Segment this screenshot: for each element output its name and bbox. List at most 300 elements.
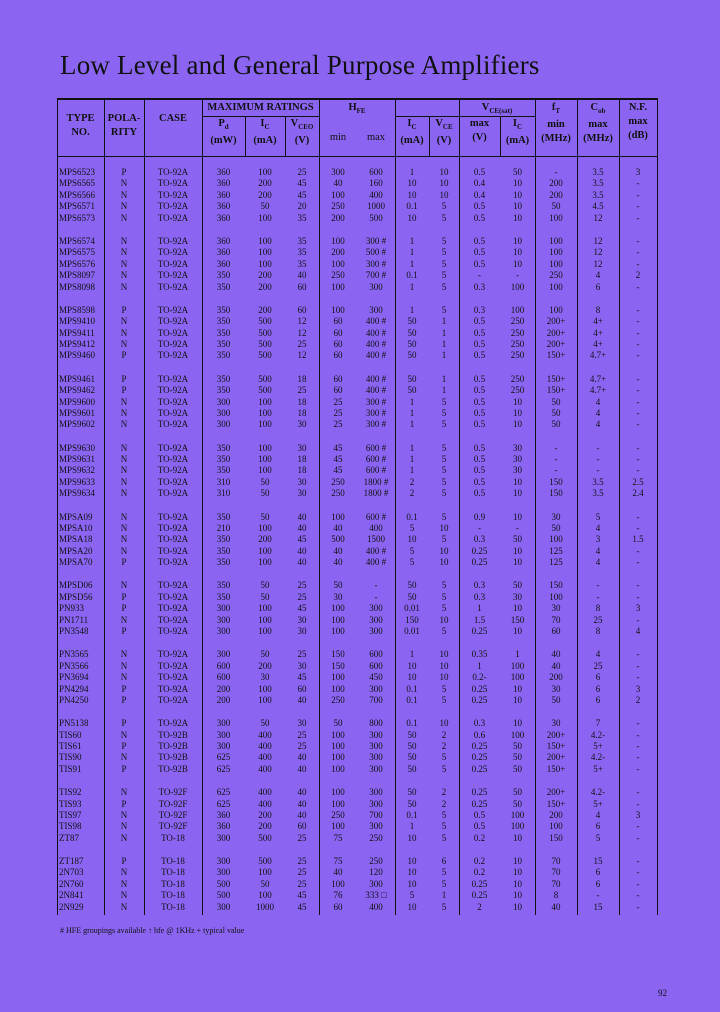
cell-polarity: N [120,660,128,671]
cell-polarity: P [121,557,127,568]
header-bottom-rule [57,156,658,157]
cell-ft-min: 150+ [546,741,566,751]
cell-vcesat-max: 0.4 [473,178,486,189]
cell-ic: 200 [258,178,272,189]
cell-vcesat-max: 0.3 [473,281,486,292]
cell-vcesat-max: 0.5 [473,316,486,327]
cell-cob-max: 4+ [593,327,603,338]
cell-vcesat-ic: 30 [513,465,522,476]
cell-ic: 100 [258,890,272,901]
cell-vcesat-ic: 250 [510,350,525,361]
cell-hfe-min: 40 [333,178,343,189]
cell-polarity: P [121,591,127,602]
cell-ft-min: 50 [551,201,561,212]
cell-cob-max: - [596,454,600,464]
cell-vcesat-max: 0.5 [473,454,486,464]
cell-hfe-vce: 5 [441,809,447,820]
cell-vcesat-max: 1 [477,603,482,614]
table-row [57,615,658,626]
cell-cob-max: 4 [595,522,601,533]
cell-cob-max: 12 [593,258,603,269]
cell-polarity: N [120,270,128,281]
cell-polarity: N [120,832,128,843]
cell-polarity: N [120,821,128,832]
cell-vceo: 30 [297,614,307,625]
cell-hfe-max: 700 [369,694,383,705]
cell-vcesat-max: 0.5 [473,339,486,349]
cell-hfe-min: 250 [331,476,345,487]
cell-hfe-max: 700 [369,809,383,820]
table-row [57,190,658,201]
cell-ic: 100 [258,614,272,625]
table-row [57,339,658,350]
cell-vceo: 40 [297,763,307,774]
cell-hfe-max: 300 [369,626,383,636]
cell-ft-min: - [554,465,558,476]
cell-pd: 350 [216,465,231,476]
table-row [57,374,658,385]
cell-case: TO-92A [157,373,189,384]
cell-hfe-min: 75 [333,832,343,843]
cell-hfe-max: 400 # [365,316,387,327]
cell-hfe-ic: 1 [409,465,415,476]
cell-hfe-ic: 0.01 [404,603,420,614]
cell-case: TO-92A [157,235,189,246]
cell-cob-max: 12 [593,212,603,223]
cell-pd: 360 [216,189,231,200]
cell-vcesat-ic: 50 [513,798,522,809]
cell-type: MPS8097 [59,270,96,281]
cell-hfe-vce: 5 [441,407,447,418]
cell-pd: 300 [216,407,231,418]
cell-nf-max: - [636,522,640,533]
cell-ft-min: 200+ [546,752,566,763]
cell-ic: 100 [258,247,272,258]
cell-ic: 50 [260,580,270,591]
cell-hfe-vce: 1 [441,316,447,327]
cell-vcesat-ic: 10 [513,488,522,499]
cell-vcesat-ic: 10 [513,603,522,614]
cell-vcesat-ic: 50 [513,534,522,545]
cell-type: 2N841 [59,890,84,901]
cell-nf-max: 3 [635,683,641,694]
cell-vcesat-max: 0.25 [471,683,488,694]
cell-nf-max: - [636,672,640,683]
cell-hfe-max: 450 [369,672,383,683]
cell-polarity: P [121,626,127,636]
cell-polarity: N [120,488,128,499]
cell-hfe-ic: 0.1 [406,511,418,522]
cell-hfe-ic: 50 [407,787,417,798]
cell-nf-max: 3 [635,809,641,820]
cell-vcesat-max: 0.25 [471,798,488,809]
cell-vcesat-ic: 10 [513,178,522,189]
cell-hfe-max: 600 # [365,442,387,453]
cell-cob-max: 3 [595,534,601,545]
cell-vcesat-ic: 10 [513,419,522,430]
cell-case: TO-92A [157,718,189,729]
cell-cob-max: 15 [593,856,603,866]
cell-vcesat-max: 0.3 [473,304,486,315]
table-row [57,512,658,523]
table-row [57,580,658,591]
table-row [57,867,658,878]
cell-hfe-max: 400 # [365,327,387,338]
cell-hfe-min: 100 [331,821,345,832]
cell-ft-min: 50 [551,407,561,418]
cell-vceo: 35 [297,258,307,269]
cell-ic: 500 [258,350,272,361]
cell-nf-max: - [636,856,640,866]
cell-hfe-ic: 1 [409,167,415,177]
cell-type: MPS9631 [59,454,96,464]
cell-pd: 300 [216,419,231,430]
cell-hfe-vce: 5 [441,591,447,602]
cell-vcesat-ic: 100 [510,304,525,315]
cell-case: TO-92A [157,545,189,556]
cell-nf-max: - [636,258,640,269]
cell-cob-max: 4 [595,396,601,407]
cell-polarity: P [121,763,127,774]
cell-cob-max: 3.5 [592,488,604,499]
cell-polarity: N [120,614,128,625]
cell-hfe-max: 800 [369,718,383,729]
cell-hfe-vce: 10 [439,557,449,568]
cell-hfe-vce: 5 [441,258,447,269]
cell-hfe-max: 400 # [365,557,387,568]
cell-ic: 100 [258,235,272,246]
cell-polarity: N [120,201,128,212]
cell-hfe-ic: 2 [409,488,415,499]
cell-ic: 100 [258,167,272,177]
cell-cob-max: 4.7+ [589,350,607,361]
cell-hfe-ic: 50 [407,741,417,751]
cell-hfe-min: 250 [331,809,345,820]
cell-vcesat-max: 0.5 [473,809,486,820]
cell-ic: 400 [258,787,272,798]
cell-ft-min: 40 [551,649,561,660]
cell-type: MPS8598 [59,304,96,315]
cell-vcesat-ic: 10 [513,867,522,878]
cell-hfe-vce: 5 [441,247,447,258]
cell-vceo: 45 [297,189,307,200]
cell-type: TIS93 [59,798,82,809]
cell-ic: 50 [260,878,270,889]
cell-cob-max: 4+ [593,339,603,349]
cell-pd: 360 [216,809,231,820]
table-row [57,534,658,545]
cell-pd: 360 [216,201,231,212]
cell-nf-max: 2.4 [632,488,644,499]
cell-vcesat-max: 1 [477,660,482,671]
cell-vcesat-max: 0.2 [473,832,486,843]
cell-hfe-max: 300 [369,281,383,292]
cell-cob-max: 6 [595,821,601,832]
cell-vcesat-ic: 10 [513,212,522,223]
cell-hfe-vce: 5 [441,763,447,774]
cell-vceo: 45 [297,534,307,545]
cell-type: MPS9410 [59,316,96,327]
cell-case: TO-92A [157,350,189,361]
cell-case: TO-92F [158,821,188,832]
cell-nf-max: - [636,511,640,522]
cell-ft-min: 200 [549,809,563,820]
cell-ic: 100 [258,626,272,636]
cell-polarity: N [120,890,128,901]
cell-hfe-min: 250 [331,488,345,499]
cell-ic: 400 [258,752,272,763]
cell-pd: 300 [216,718,231,729]
cell-ft-min: 200+ [546,316,566,327]
cell-cob-max: 4 [595,649,601,660]
cell-nf-max: - [636,798,640,809]
cell-pd: 350 [216,270,231,281]
cell-ft-min: 150+ [546,373,566,384]
cell-vcesat-max: - [478,270,481,281]
cell-hfe-ic: 5 [409,890,415,901]
cell-vcesat-max: 0.25 [471,626,488,636]
cell-cob-max: 8 [595,603,601,614]
cell-vceo: 18 [297,407,307,418]
cell-ic: 50 [260,201,270,212]
cell-hfe-min: 76 [333,890,343,901]
cell-ft-min: 200 [549,189,563,200]
cell-hfe-min: 25 [333,407,343,418]
cell-ic: 500 [258,327,272,338]
cell-ic: 500 [258,316,272,327]
table-row [57,523,658,534]
cell-hfe-vce: 10 [439,660,449,671]
cell-type: TIS90 [59,752,82,763]
cell-cob-max: 12 [593,235,603,246]
cell-hfe-max: 700 # [365,270,387,281]
cell-hfe-min: 60 [333,385,343,396]
cell-hfe-max: 300 # [365,235,387,246]
cell-type: MPS6566 [59,189,96,200]
cell-cob-max: 7 [595,718,601,729]
header-max-ratings: MAXIMUM RATINGS [207,102,314,113]
cell-cob-max: 8 [595,626,601,636]
cell-case: TO-92B [158,729,188,740]
cell-ic: 50 [260,488,270,499]
cell-cob-max: 4 [595,407,601,418]
cell-case: TO-92A [157,476,189,487]
table-row [57,247,658,258]
cell-hfe-max: 250 [369,856,383,866]
cell-hfe-vce: 5 [441,442,447,453]
cell-type: MPSA09 [59,511,93,522]
table-row [57,821,658,832]
cell-pd: 625 [216,787,231,798]
cell-hfe-min: 100 [331,752,345,763]
cell-type: MPSD56 [59,591,93,602]
cell-hfe-min: 250 [331,270,345,281]
cell-vcesat-ic: 250 [510,385,525,396]
cell-ft-min: 125 [549,557,563,568]
cell-vcesat-ic: 100 [510,729,525,740]
cell-case: TO-18 [161,856,185,866]
cell-hfe-ic: 0.1 [406,694,418,705]
cell-hfe-max: 300 [369,614,383,625]
cell-nf-max: - [636,281,640,292]
cell-pd: 310 [216,488,231,499]
cell-pd: 350 [216,385,231,396]
cell-ft-min: 125 [549,545,563,556]
cell-hfe-vce: 5 [441,488,447,499]
cell-cob-max: - [596,442,600,453]
cell-hfe-vce: 10 [439,718,449,729]
cell-hfe-vce: 1 [441,339,447,349]
cell-cob-max: 4+ [593,316,603,327]
cell-pd: 300 [216,901,231,912]
cell-ic: 100 [258,396,272,407]
cell-cob-max: 25 [593,614,603,625]
cell-hfe-vce: 10 [439,167,449,177]
header-hfe-vce: $V_{CE}$ (V) [435,118,453,147]
cell-vcesat-ic: 100 [510,809,525,820]
cell-hfe-min: 45 [333,442,343,453]
cell-ic: 1000 [256,901,274,912]
cell-case: TO-92A [157,672,189,683]
cell-hfe-vce: 1 [441,385,447,396]
cell-pd: 360 [216,247,231,258]
cell-type: TIS91 [59,763,82,774]
cell-ft-min: 100 [549,258,563,269]
cell-case: TO-92A [157,465,189,476]
cell-pd: 300 [216,626,231,636]
cell-vceo: 18 [297,465,307,476]
cell-polarity: P [121,798,127,809]
cell-hfe-min: 30 [333,591,343,602]
cell-hfe-ic: 0.1 [406,201,418,212]
cell-vceo: 40 [297,522,307,533]
cell-type: MPS6523 [59,167,96,177]
cell-type: 2N929 [59,901,84,912]
cell-cob-max: 3.5 [592,167,604,177]
cell-ic: 200 [258,281,272,292]
cell-nf-max: - [636,442,640,453]
cell-hfe-min: 40 [333,557,343,568]
cell-ft-min: 200 [549,178,563,189]
cell-pd: 350 [216,534,231,545]
cell-hfe-vce: 5 [441,626,447,636]
cell-cob-max: 4.5 [592,201,604,212]
cell-hfe-ic: 0.01 [404,626,420,636]
cell-vceo: 40 [297,694,307,705]
cell-vceo: 45 [297,672,307,683]
cell-vcesat-max: 0.2 [473,867,486,878]
cell-hfe-vce: 10 [439,649,449,660]
cell-vceo: 45 [297,901,307,912]
cell-hfe-max: 300 [369,752,383,763]
cell-vcesat-ic: 10 [513,511,522,522]
cell-vcesat-max: 0.25 [471,557,488,568]
cell-case: TO-92A [157,442,189,453]
cell-vcesat-max: - [478,522,481,533]
cell-hfe-max: 500 [369,212,383,223]
cell-pd: 625 [216,798,231,809]
cell-vceo: 40 [297,787,307,798]
cell-ft-min: 50 [551,419,561,430]
cell-type: MPSA18 [59,534,93,545]
table-row [57,328,658,339]
cell-hfe-ic: 150 [405,614,419,625]
cell-polarity: N [120,247,128,258]
cell-case: TO-18 [161,901,185,912]
cell-vcesat-max: 0.5 [473,212,486,223]
cell-polarity: N [120,534,128,545]
cell-hfe-max: 600 [369,660,383,671]
cell-vcesat-ic: 10 [513,901,522,912]
cell-vceo: 60 [297,683,307,694]
table-row [57,488,658,499]
cell-ic: 100 [258,694,272,705]
cell-hfe-ic: 1 [409,454,415,464]
cell-type: 2N760 [59,878,84,889]
cell-vcesat-max: 0.25 [471,694,488,705]
cell-case: TO-92A [157,694,189,705]
cell-type: MPS8098 [59,281,96,292]
cell-polarity: N [120,339,128,349]
cell-type: MPS6573 [59,212,96,223]
cell-hfe-min: 60 [333,327,343,338]
cell-hfe-ic: 10 [407,212,417,223]
cell-hfe-vce: 1 [441,350,447,361]
cell-hfe-ic: 1 [409,407,415,418]
cell-hfe-max: 300 # [365,419,387,430]
cell-case: TO-92A [157,281,189,292]
cell-nf-max: - [636,591,640,602]
cell-hfe-vce: 10 [439,178,449,189]
cell-hfe-vce: 1 [441,327,447,338]
cell-vcesat-max: 1.5 [473,614,486,625]
cell-ft-min: 200 [549,672,563,683]
cell-type: PN3565 [59,649,89,660]
cell-hfe-max: 333 □ [365,890,387,901]
cell-hfe-min: 100 [331,603,345,614]
cell-hfe-vce: 5 [441,235,447,246]
cell-nf-max: - [636,821,640,832]
cell-hfe-vce: 5 [441,878,447,889]
cell-hfe-min: 45 [333,454,343,464]
table-row [57,649,658,660]
cell-type: MPS9601 [59,407,96,418]
cell-cob-max: 6 [595,867,601,878]
cell-hfe-ic: 0.1 [406,683,418,694]
cell-polarity: P [121,385,127,396]
cell-pd: 350 [216,327,231,338]
cell-type: MPS9632 [59,465,96,476]
header-pd: $P_d$ (mW) [210,118,237,147]
cell-ic: 100 [258,465,272,476]
cell-polarity: N [120,258,128,269]
cell-vceo: 45 [297,603,307,614]
cell-pd: 360 [216,235,231,246]
cell-vcesat-ic: 250 [510,316,525,327]
cell-case: TO-92A [157,511,189,522]
cell-vcesat-max: 0.3 [473,718,486,729]
table-row [57,408,658,419]
cell-ft-min: 150+ [546,350,566,361]
cell-hfe-max: 1800 # [363,488,389,499]
cell-type: MPSD06 [59,580,93,591]
cell-hfe-ic: 50 [407,763,417,774]
cell-vceo: 35 [297,235,307,246]
header-nf: N.F. max (dB) [628,102,648,141]
cell-hfe-min: 500 [331,534,345,545]
cell-case: TO-18 [161,878,185,889]
cell-ft-min: 40 [551,901,561,912]
